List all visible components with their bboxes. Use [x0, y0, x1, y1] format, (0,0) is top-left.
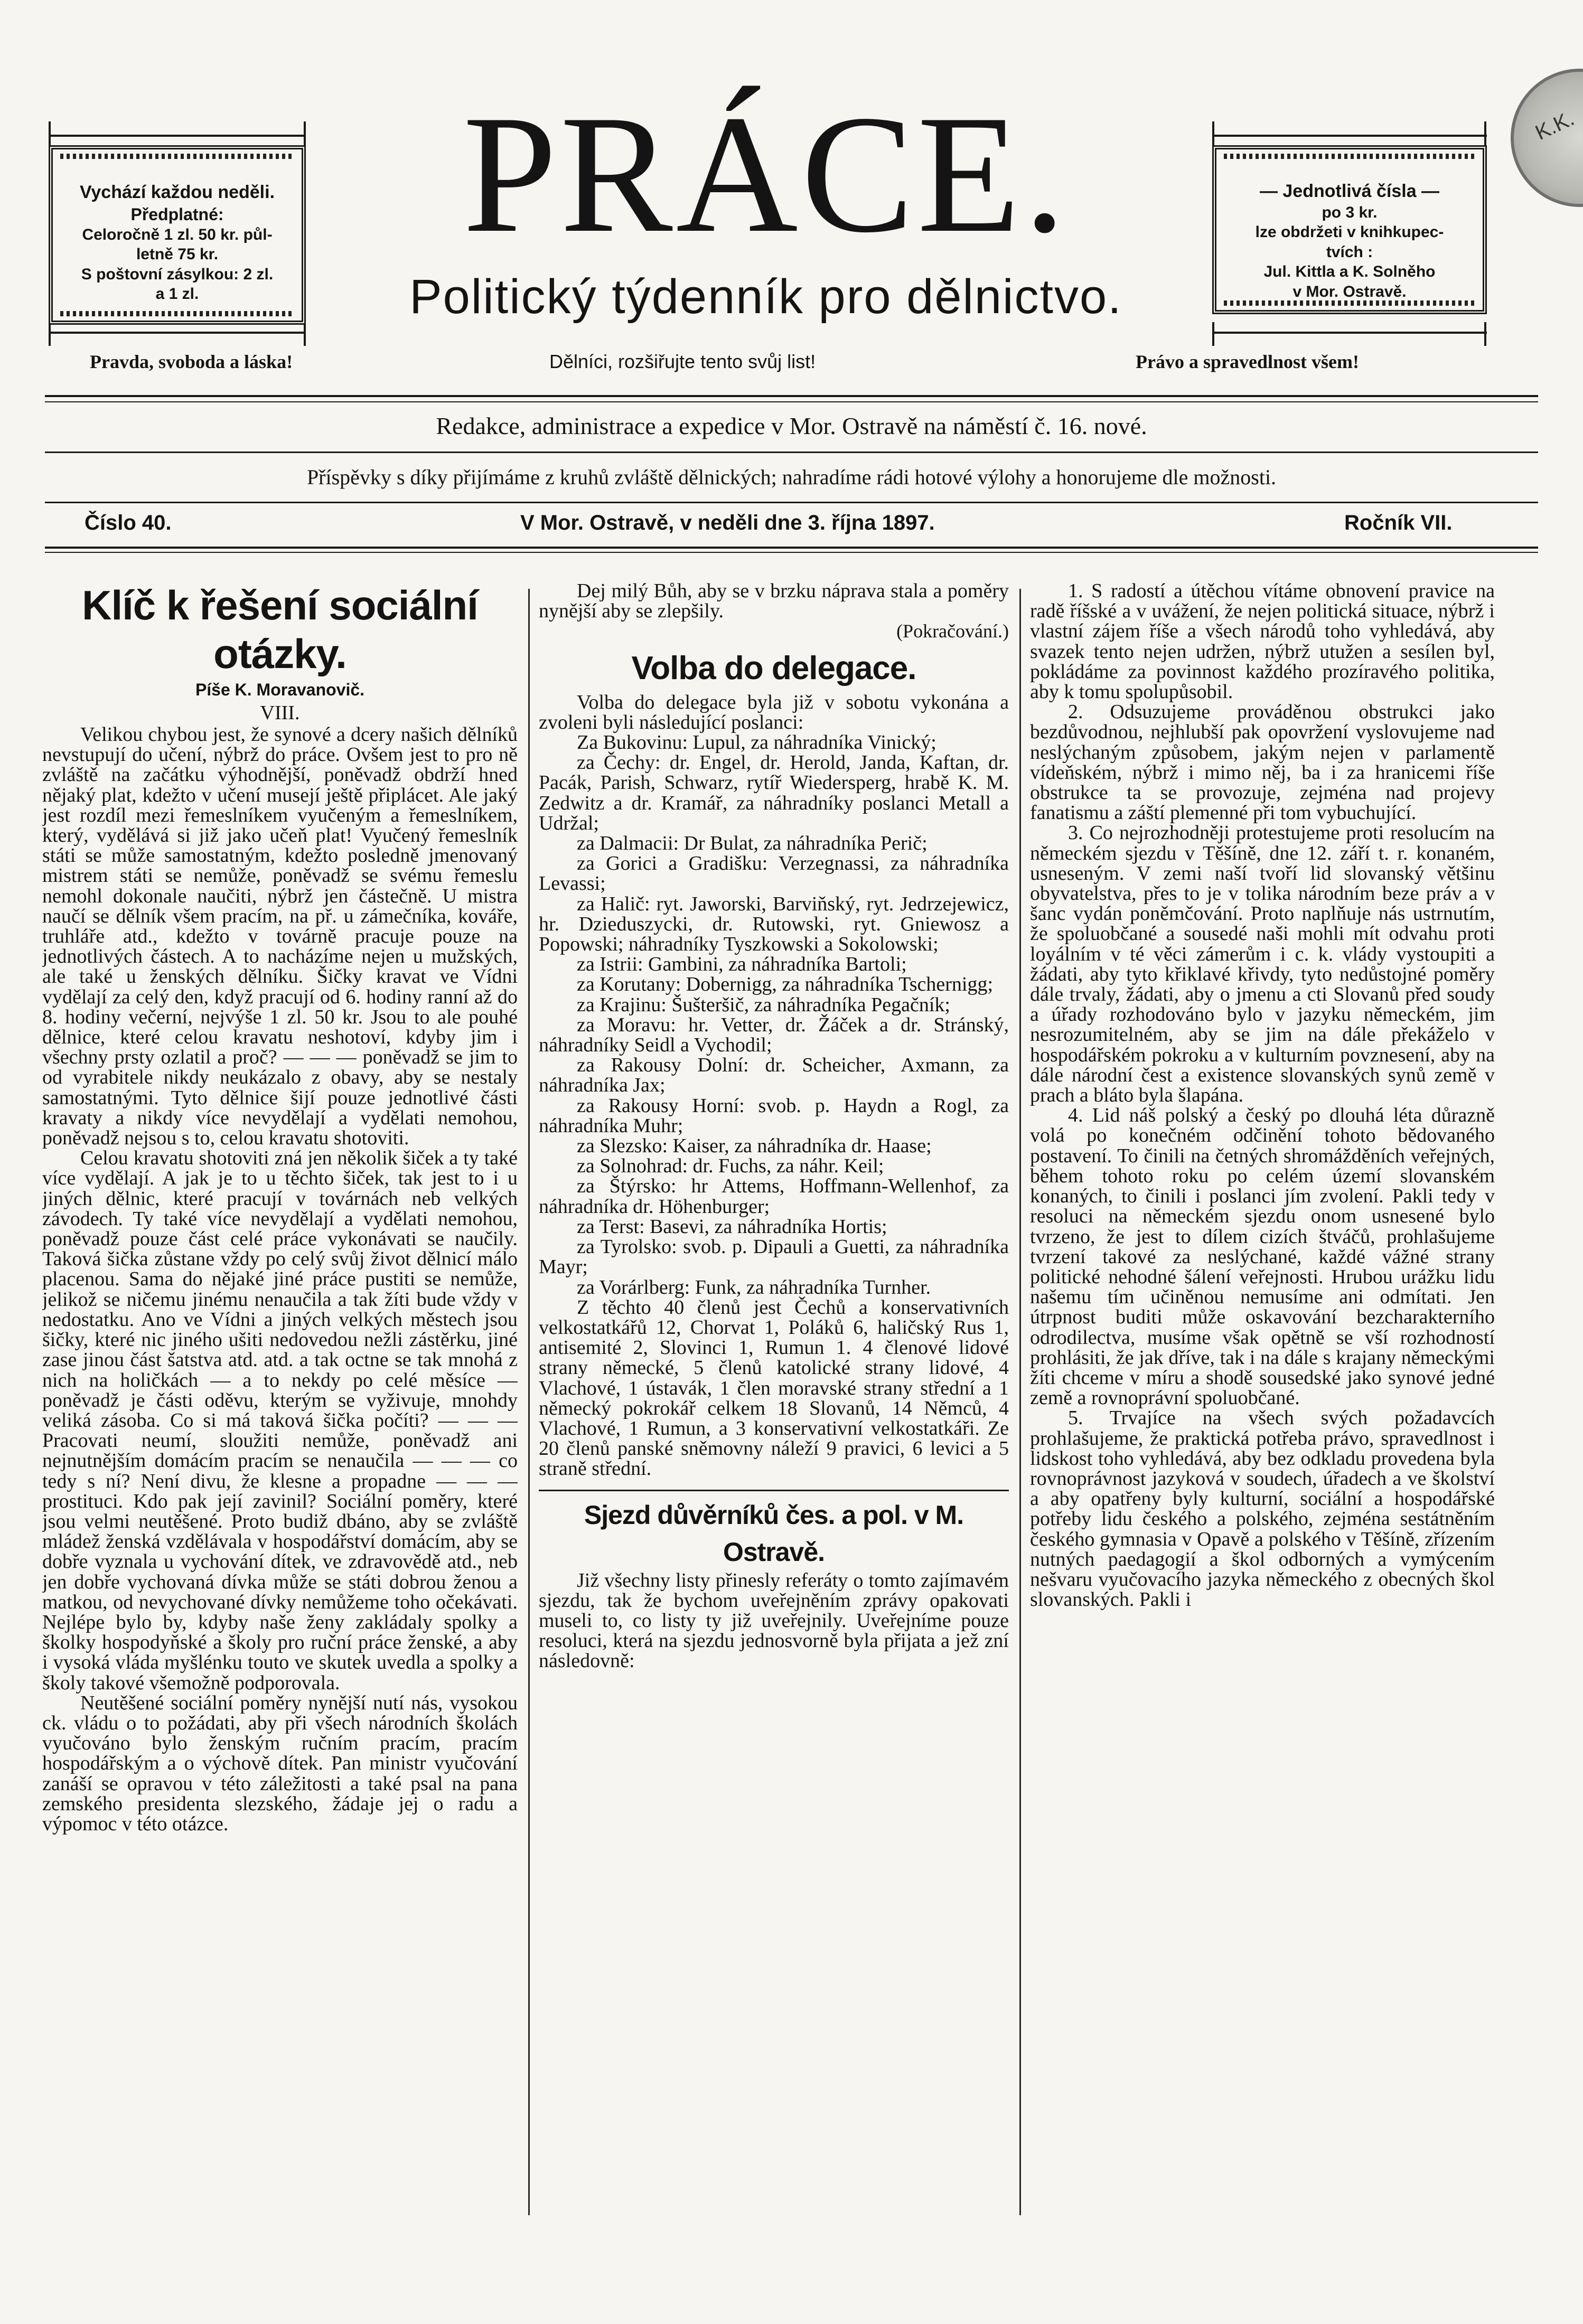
library-stamp	[1511, 69, 1583, 207]
article2-paragraph: za Rakousy Horní: svob. p. Haydn a Rogl, za náhradníka Muhr;	[539, 1094, 1009, 1137]
article1-byline: Píše K. Moravanovič.	[195, 680, 365, 699]
column-3	[1030, 581, 1495, 2207]
box-line: Celoročně 1 zl. 50 kr. půl-	[82, 225, 273, 243]
rule	[45, 547, 1538, 549]
article3-paragraph: 2. Odsuzujeme prováděnou obstrukci jako bezdůvodnou, nejhlubší pak opovržení vyslovujeme nad neslýchaným způsobem, jakým nejen v parlamentě vídeňském, nýbrž i mimo něj, ba i za hranicemi říše obstrukce ta se provozuje, zejména nad projevy fanatismu a záští plemenné při tom vybuchující.	[1030, 701, 1495, 824]
article3-paragraph: 4. Lid náš polský a český po dlouhá léta důrazně volá po konečném odčinění tohoto bědovaného postavení. To činili na četných shromážděních veřejných, během tohoto roku po celém území slovanském konaných, to činili i poslanci jím zvolení. Pakli tedy v resoluci na německém sjezdu onom usnesené bylo tvrzeno, že jest to dílem cizích štváčů, prohlašujeme tvrzení takové za neslýchané, každé vážné strany politické nehodné šálení veřejnosti. Hrubou urážku lidu našemu tím učiněnou nemusíme ani odmítati. Jen útrpnost buditi může oskavování bezcharakterního odrodilectva, musíme však opětně se vší rozhodností prohlásiti, že jak dříve, tak i na dále s krajany německými žíti chceme v míru a shodě sousedské jako synové jedné země a rovnoprávní spoluobčané.	[1030, 1104, 1495, 1409]
frame-tick	[304, 121, 306, 145]
subscription-box	[49, 145, 306, 325]
article2-paragraph: Volba do delegace byla již v sobotu vykonána a zvoleni byli následující poslanci:	[539, 691, 1009, 733]
frame-tick	[1484, 121, 1486, 145]
article2-paragraph: za Moravu: hr. Vetter, dr. Žáček a dr. Stránský, náhradníky Seidl a Vychodil;	[539, 1013, 1009, 1057]
article2-paragraph: za Halič: ryt. Jaworski, Barviňský, ryt. Jedrzejewicz, hr. Dzieduszycki, dr. Rutowski, ryt. Gniewosz a Popowski; náhradníky Tyszkowski a Sokolowski;	[539, 892, 1009, 956]
single-copy-box	[1212, 145, 1487, 314]
article1-continued: (Pokračování.)	[896, 620, 1009, 642]
article2-paragraph: za Vorárlberg: Funk, za náhradníka Turnher.	[577, 1276, 931, 1299]
frame-tick	[1484, 322, 1486, 346]
article1-paragraph: Velikou chybou jest, že synové a dcery našich dělníků nevstupují do učení, nýbrž do práce. Ovšem jest to pro ně zvláště na začátku výhodnější, poněvadž obdrží hned nějaký plat, kdežto v učení musejí ještě připlácet. Ale jaký jest rozdíl mezi řemeslníkem vyučeným a řemeslníkem, který, vydělává si již jako učeň plat! Vyučený řemeslník státi se může samostatným, kdežto posledně jmenovaný mistrem státi se nemůže, poněvadž se svému řemeslu nemohl dokonale naučiti, nýbrž jen částečně. U mistra naučí se dělník všem pracím, na př. u zámečníka, kováře, truhláře atd., kdežto v továrně pracuje pouze na jednotlivých částech. A to nacházíme nejen u mužských, ale také u ženských dělníku. Šičky kravat ve Vídni vydělají za celý den, když pracují od 6. hodiny ranní až do 8. hodiny večerní, nejvýše 1 zl. 50 kr. Jsou to ale pouhé dělnice, které celou kravatu neshotoví, kdyby jim i všechny prsty ozlatil a proč? — — — poněvadž se jim to od vyrabitele nikdy neukázalo z obavy, aby se nestaly samostatnými. Tyto dělnice šijí pouze jednotlivé části kravaty a nikdy více nevydělají a vydělati nemohou, poněvadž nejsou s to, celou kravatu shotoviti.	[42, 723, 518, 1150]
motto-right: Právo a spravedlnost všem!	[1136, 351, 1359, 372]
box-line: Předplatné:	[130, 204, 224, 224]
frame-tick	[49, 322, 51, 346]
column-2	[539, 581, 1009, 2207]
box-line: S poštovní zásylkou: 2 zl.	[81, 265, 274, 283]
box-line: v Mor. Ostravě.	[1292, 283, 1407, 300]
article1-part: VIII.	[260, 702, 300, 724]
frame-rule	[49, 332, 306, 334]
box-line: Jul. Kittla a K. Solněho	[1263, 263, 1436, 280]
article3-headline: Sjezd důvěrníků čes. a pol. v M. Ostravě.	[539, 1490, 1009, 1570]
frame-rule	[1212, 135, 1487, 137]
box-line: lze obdržeti v knihkupec-	[1255, 223, 1444, 241]
frame-rule	[49, 135, 306, 137]
article2-paragraph: Za Bukovinu: Lupul, za náhradníka Vinický;	[577, 731, 936, 754]
rule	[45, 401, 1538, 402]
article2-paragraph: za Čechy: dr. Engel, dr. Herold, Janda, Kaftan, dr. Pacák, Parish, Schwarz, rytíř Wiedersperg, hrabě K. M. Zedwitz a dr. Kramář, za náhradníky poslanci Metall a Udržal;	[539, 751, 1009, 834]
issue-date: V Mor. Ostravě, v neděli dne 3. října 1897.	[520, 511, 935, 534]
newspaper-title: PRÁCE.	[463, 81, 1069, 268]
box-line: letně 75 kr.	[136, 246, 219, 263]
article2-paragraph: za Slezsko: Kaiser, za náhradníka dr. Haase;	[577, 1135, 932, 1158]
newspaper-subtitle: Politický týdenník pro dělnictvo.	[409, 270, 1122, 324]
article1-paragraph: Celou kravatu shotoviti zná jen několik šiček a ty také více vydělají. A jak je to u těchto šiček, tak jest to i u jiných dělnic, které pracují v továrnách neb velkých závodech. Ty také více nevydělají a vydělati nemohou, poněvadž pouze část celé práce vykonávati se naučily. Taková šička zůstane vždy po celý svůj život dělnicí málo placenou. Sama do nějaké jiné práce pustiti se nemůže, jelikož se ničemu jinému nenaučila a tak žíti bude vždy v nedostatku. Ano ve Vídni a jiných velkých městech jsou šičky, které nic jiného ušiti nedovedou nežli zástěrku, jiné zase jinou část šatstva atd. atd. a tak octne se tak mnohá z nich na holičkách — a to nekdy po celé měsíce — poněvadž je části oděvu, kterým se vyživuje, mnohdy veliká zásoba. Co si má taková šička počíti? — — — Pracovati neumí, sloužiti nemůže, poněvadž ani nejnutnějším domácím pracím se nenaučila — — — co tedy s ní? Není divu, že klesne a propadne — — — prostituci. Kdo pak její zavinil? Sociální poměry, které jsou velmi neutěšené. Proto budiž dbáno, aby se zvláště mládež ženská vzdělávala v hospodářství domácím, aby se dobře vyznala u vychování dítek, ve zdravovědě atd., neb jen dobře vychovaná dívka může se státi dobrou ženou a matkou, od nevychované dívky nemůžeme toho očekávati. Nejlépe bylo by, kdyby naše ženy zakládaly spolky a školky hospodyňské a školy pro ruční práce ženské, a aby i vysoká vláda myšlénku touto ve skutek uvedla a spolky a školy takové všemožně podporovala.	[42, 1147, 518, 1694]
article2-paragraph: za Rakousy Dolní: dr. Scheicher, Axmann, za náhradníka Jax;	[539, 1054, 1009, 1097]
article2-paragraph: za Istrii: Gambini, za náhradníka Bartoli;	[577, 953, 907, 976]
rule	[45, 395, 1538, 397]
frame-tick	[49, 121, 51, 145]
article2-paragraph: za Solnohrad: dr. Fuchs, za náhr. Keil;	[577, 1155, 884, 1178]
box-line: — Jednotlivá čísla —	[1259, 181, 1440, 201]
stamp-text: K.K.	[1532, 107, 1578, 145]
box-line: po 3 kr.	[1322, 203, 1378, 221]
column-divider	[528, 589, 530, 2215]
contributions-line: Příspěvky s díky přijímáme z kruhů zvláště dělnických; nahradíme rádi hotové výlohy a honorujeme dle možnosti.	[306, 465, 1277, 489]
article2-paragraph: za Terst: Basevi, za náhradníka Hortis;	[577, 1215, 887, 1238]
frame-tick	[304, 322, 306, 346]
article1-headline: Klíč k řešení sociální otázky.	[82, 582, 478, 677]
column-1	[42, 581, 518, 2207]
rule	[45, 552, 1538, 553]
volume: Ročník VII.	[1344, 511, 1453, 534]
article2-paragraph: za Krajinu: Šušteršič, za náhradníka Pegačník;	[577, 993, 950, 1016]
rule	[45, 451, 1538, 453]
frame-rule	[1212, 332, 1487, 334]
box-line: tvích :	[1326, 243, 1373, 261]
issue-number: Číslo 40.	[85, 511, 172, 534]
frame-tick	[1212, 322, 1214, 346]
article3-paragraph: 3. Co nejrozhodněji protestujeme proti resolucím na německém sjezdu v Těšíně, dne 12. září t. r. konaném, usneseným. V zemi naší tvoří lid slovanský většinu obyvatelstva, přes to je v tolika národním beze práv a v šanc vydán poněmčování. Proto naplňuje nás ustrnutím, že spoluobčané a sousedé naši mohli mít odvahu proti loyálním v té věci zámerům i c. k. vlády vystoupiti a žádati, aby tyto křiklavé křivdy, tyto nedůstojné poměry dále trvaly, žádati, aby o jmenu a cti Slovanů před soudy a úřady rozhodováno bylo v jazyku německém, jim nesrozumitelném, aby se jim na dále překáželo v hospodářském pokroku a v kulturním povznesení, aby na dále národní čest a existence slovanských synů země v prach a bláto byla šlapána.	[1030, 822, 1495, 1107]
article1-paragraph: Dej milý Bůh, aby se v brzku náprava stala a poměry nynější aby se zlepšily.	[539, 581, 1009, 623]
article1-paragraph: Neutěšené sociální poměry nynější nutí nás, vysokou ck. vládu o to požádati, aby při všech národních školách vyučováno bylo ženským ručním pracím, pracím hospodářským a o výchově dítek. Pan ministr vyučování zanáší se opravou v této záležitosti a také psal na pana zemského presidenta slezského, žádaje jej o radu a výpomoc v této otázce.	[42, 1691, 518, 1835]
motto-center: Dělníci, rozšiřujte tento svůj list!	[549, 351, 816, 372]
article3-paragraph: Již všechny listy přinesly referáty o tomto zajímavém sjezdu, tak že bychom uveřejněním zprávy opakovati museli to, co listy ty již uveřejnily. Uveřejníme pouze resoluci, která na sjezdu jednosvorně byla přijata a jež zní následovně:	[539, 1569, 1009, 1672]
article2-paragraph: Z těchto 40 členů jest Čechů a konservativních velkostatkářů 12, Chorvat 1, Poláků 6, haličský Rus 1, antisemité 2, Slovinci 1, Rumun 1. 4 členové lidové strany německé, 5 členů katolické strany lidové, 4 Vlachové, 1 ústavák, 1 člen moravské strany střední a 1 německý pokrokář celkem 18 Slovanů, 14 Němců, 4 Vlachové, 1 Rumun, a 3 konservativní velkostatkáři. Ze 20 členů panské sněmovny náleží 9 pravici, 6 levici a 5 straně střední.	[539, 1296, 1009, 1480]
box-line: a 1 zl.	[155, 285, 199, 303]
article3-paragraph: 1. S radostí a útěchou vítáme obnovení pravice na radě říšské a v uvážení, že nejen politická situace, nýbrž i vlastní zájem říše a všech národů toho vyhledává, aby svazek tento nejen udržen, nýbrž utužen a sesílen byl, pokládáme za povinnost každého prozíravého politika, aby k tomu spolupůsobil.	[1030, 581, 1495, 703]
article2-paragraph: za Tyrolsko: svob. p. Dipauli a Guetti, za náhradníka Mayr;	[539, 1236, 1009, 1278]
article2-paragraph: za Štýrsko: hr Attems, Hoffmann-Wellenhof, za náhradníka dr. Höhenburger;	[539, 1175, 1009, 1218]
article3-paragraph: 5. Trvajíce na všech svých požadavcích prohlašujeme, že praktická potřeba právo, spravedlnost i lidskost toho vyhledává, aby bez odkladu provedena byla rovnoprávnost jazyková v soudech, úřadech a ve školství a aby opatřeny byly kulturní, sociální a hospodářské potřeby lidu českého a polského, zejména sestátněním českého gymnasia v Opavě a polského v Těšíně, zřízením nutných paedagogií a škol odborných a vymýcením nešvaru vyučovacího jazyka německého z obecných škol slovanských. Pakli i	[1030, 1407, 1495, 1611]
rule	[45, 502, 1538, 503]
article2-paragraph: za Korutany: Dobernigg, za náhradníka Tschernigg;	[577, 973, 994, 996]
motto-left: Pravda, svoboda a láska!	[90, 351, 293, 372]
column-divider	[1019, 589, 1021, 2215]
article2-paragraph: za Dalmacii: Dr Bulat, za náhradníka Perič;	[577, 832, 928, 855]
article2-paragraph: za Gorici a Gradišku: Verzegnassi, za náhradníka Levassi;	[539, 852, 1009, 895]
box-line: Vychází každou neděli.	[79, 182, 275, 202]
article2-headline: Volba do delegace.	[631, 650, 916, 686]
address-line: Redakce, administrace a expedice v Mor. Ostravě na náměstí č. 16. nové.	[436, 412, 1147, 439]
